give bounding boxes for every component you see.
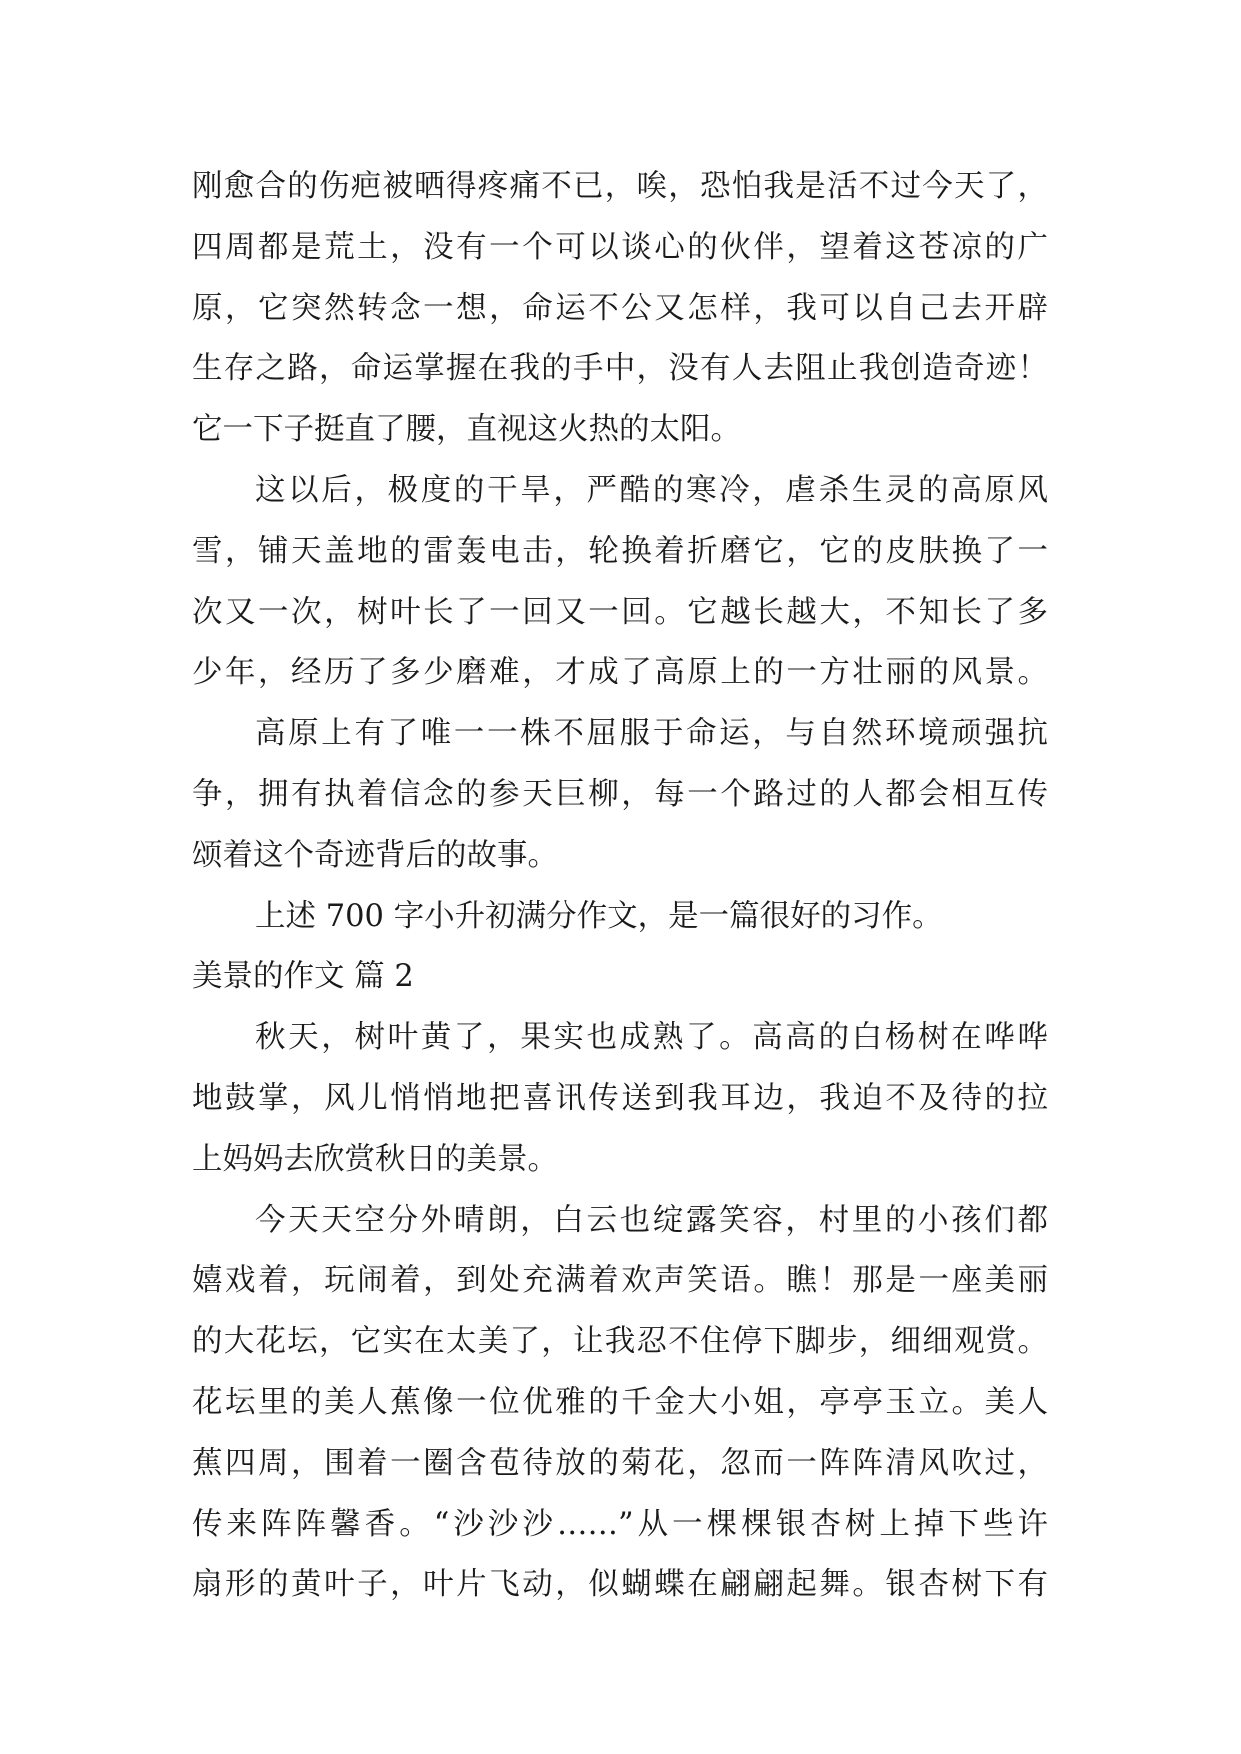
text-line: 生存之路，命运掌握在我的手中，没有人去阻止我创造奇迹！ <box>192 351 1048 387</box>
text-line: 地鼓掌，风儿悄悄地把喜讯传送到我耳边，我迫不及待的拉 <box>192 1080 1048 1116</box>
text-line: 蕉四周，围着一圈含苞待放的菊花，忽而一阵阵清风吹过， <box>192 1445 1048 1481</box>
text-line: 扇形的黄叶子，叶片飞动，似蝴蝶在翩翩起舞。银杏树下有 <box>192 1567 1048 1603</box>
text-line: 嬉戏着，玩闹着，到处充满着欢声笑语。瞧！那是一座美丽 <box>192 1263 1048 1299</box>
text-line: 上妈妈去欣赏秋日的美景。 <box>192 1141 558 1177</box>
text-line: 颂着这个奇迹背后的故事。 <box>192 837 558 873</box>
section-heading: 美景的作文 篇 2 <box>192 959 414 995</box>
text-line: 四周都是荒土，没有一个可以谈心的伙伴，望着这苍凉的广 <box>192 229 1048 265</box>
text-line: 传来阵阵馨香。“沙沙沙……”从一棵棵银杏树上掉下些许 <box>192 1506 1048 1542</box>
text-line: 的大花坛，它实在太美了，让我忍不住停下脚步，细细观赏。 <box>192 1324 1048 1360</box>
text-line: 原，它突然转念一想，命运不公又怎样，我可以自己去开辟 <box>192 290 1048 326</box>
paragraph-start-line: 上述 700 字小升初满分作文，是一篇很好的习作。 <box>255 898 943 934</box>
paragraph-start-line: 高原上有了唯一一株不屈服于命运，与自然环境顽强抗 <box>255 716 1048 752</box>
text-line: 少年，经历了多少磨难，才成了高原上的一方壮丽的风景。 <box>192 655 1048 691</box>
text-line: 雪，铺天盖地的雷轰电击，轮换着折磨它，它的皮肤换了一 <box>192 533 1048 569</box>
text-line: 花坛里的美人蕉像一位优雅的千金大小姐，亭亭玉立。美人 <box>192 1384 1048 1420</box>
paragraph-start-line: 今天天空分外晴朗，白云也绽露笑容，村里的小孩们都 <box>255 1202 1048 1238</box>
text-line: 刚愈合的伤疤被晒得疼痛不已，唉，恐怕我是活不过今天了， <box>192 169 1048 204</box>
text-line: 它一下子挺直了腰，直视这火热的太阳。 <box>192 412 741 448</box>
text-line: 争，拥有执着信念的参天巨柳，每一个路过的人都会相互传 <box>192 776 1048 812</box>
text-line: 次又一次，树叶长了一回又一回。它越长越大，不知长了多 <box>192 594 1048 630</box>
paragraph-start-line: 秋天，树叶黄了，果实也成熟了。高高的白杨树在哗哗 <box>255 1020 1048 1056</box>
paragraph-start-line: 这以后，极度的干旱，严酷的寒冷，虐杀生灵的高原风 <box>255 472 1048 508</box>
document-body <box>192 157 1048 1616</box>
